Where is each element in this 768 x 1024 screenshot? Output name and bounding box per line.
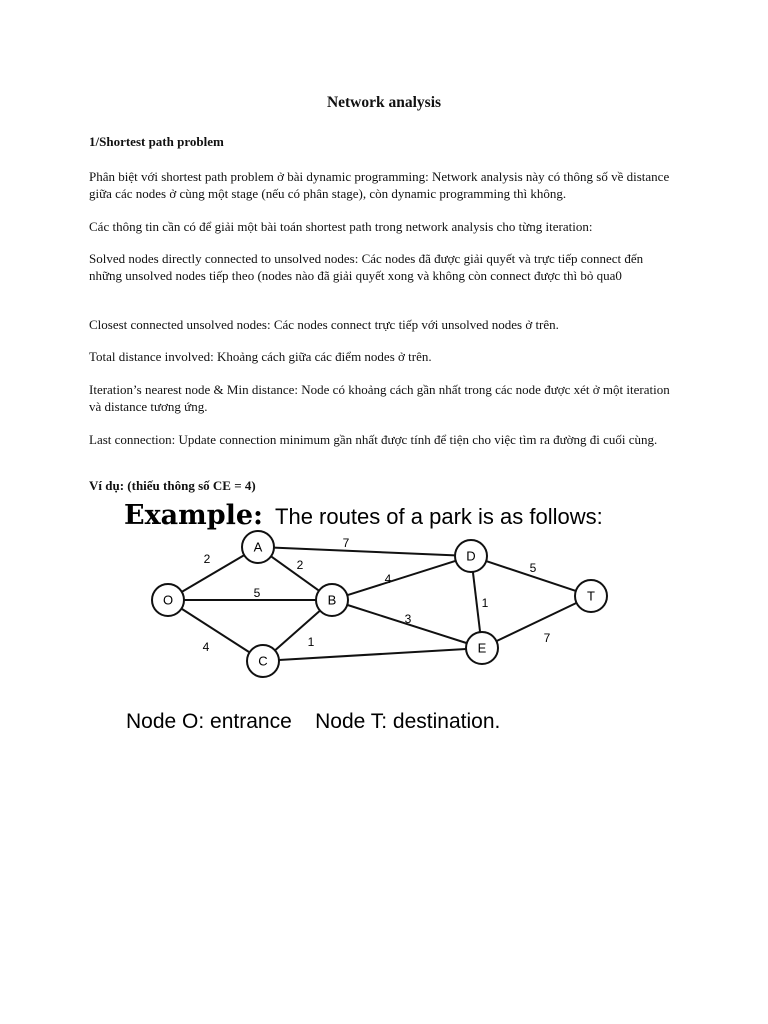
node-label-o: O bbox=[162, 592, 174, 608]
edge-a-b bbox=[271, 556, 319, 590]
edge-d-e bbox=[473, 572, 480, 632]
node-label-t: T bbox=[587, 588, 595, 604]
node-label-e: E bbox=[477, 640, 487, 656]
figure-heading-rest: The routes of a park is as follows: bbox=[275, 504, 603, 529]
page-title: Network analysis bbox=[326, 94, 442, 111]
section-heading: 1/Shortest path problem bbox=[89, 134, 224, 149]
node-label-d: D bbox=[466, 548, 476, 564]
edge-weight-d-e: 1 bbox=[481, 596, 489, 611]
edge-e-t bbox=[496, 603, 576, 641]
figure-caption: Node O: entrance Node T: destination. bbox=[126, 710, 501, 733]
example-label: Ví dụ: (thiếu thông số CE = 4) bbox=[89, 478, 256, 493]
edge-b-d bbox=[347, 561, 455, 595]
edge-weight-b-d: 4 bbox=[384, 572, 392, 587]
edge-weight-o-b: 5 bbox=[253, 586, 261, 601]
node-label-b: B bbox=[327, 592, 337, 608]
edge-weight-d-t: 5 bbox=[529, 561, 537, 576]
edge-weight-e-t: 7 bbox=[543, 631, 551, 646]
edge-weight-b-c: 1 bbox=[307, 635, 315, 650]
edge-weight-a-b: 2 bbox=[296, 558, 304, 573]
paragraph-2: Các thông tin cần có để giải một bài toán shortest path trong network analysis cho từng iteration: bbox=[89, 219, 593, 234]
edge-o-c bbox=[181, 609, 249, 653]
edge-weight-b-e: 3 bbox=[404, 612, 412, 627]
paragraph-3: Solved nodes directly connected to unsolved nodes: Các nodes đã được giải quyết và trực tiếp connect đến những unsolved nodes tiếp theo (nodes nào đã giải quyết xong và không còn connect được thì bỏ qua0 bbox=[89, 251, 644, 283]
paragraph-6: Iteration’s nearest node & Min distance: Node có khoảng cách gần nhất trong các node được xét ở một iteration và distance tương ứng. bbox=[89, 382, 670, 414]
paragraph-4: Closest connected unsolved nodes: Các nodes connect trực tiếp với unsolved nodes ở trên. bbox=[89, 317, 559, 332]
paragraph-5: Total distance involved: Khoảng cách giữa các điểm nodes ở trên. bbox=[89, 349, 432, 364]
edge-c-e bbox=[279, 649, 466, 660]
paragraph-1: Phân biệt với shortest path problem ở bài dynamic programming: Network analysis này có thông số về distance giữa các nodes ở cùng một stage (nếu có phân stage), còn dynamic programming thì không. bbox=[89, 169, 670, 201]
node-label-a: A bbox=[253, 539, 263, 555]
edge-group bbox=[181, 536, 576, 660]
edge-weight-o-c: 4 bbox=[202, 640, 210, 655]
edge-weight-o-a: 2 bbox=[203, 552, 211, 567]
edge-o-a bbox=[182, 555, 244, 592]
figure-heading-bold: Example: bbox=[124, 500, 264, 531]
paragraph-7: Last connection: Update connection minimum gần nhất được tính để tiện cho việc tìm ra đường đi cuối cùng. bbox=[89, 432, 658, 447]
edge-a-d bbox=[274, 548, 455, 556]
node-label-c: C bbox=[258, 653, 268, 669]
figure-heading bbox=[124, 500, 603, 531]
edge-weight-a-d: 7 bbox=[342, 536, 350, 551]
